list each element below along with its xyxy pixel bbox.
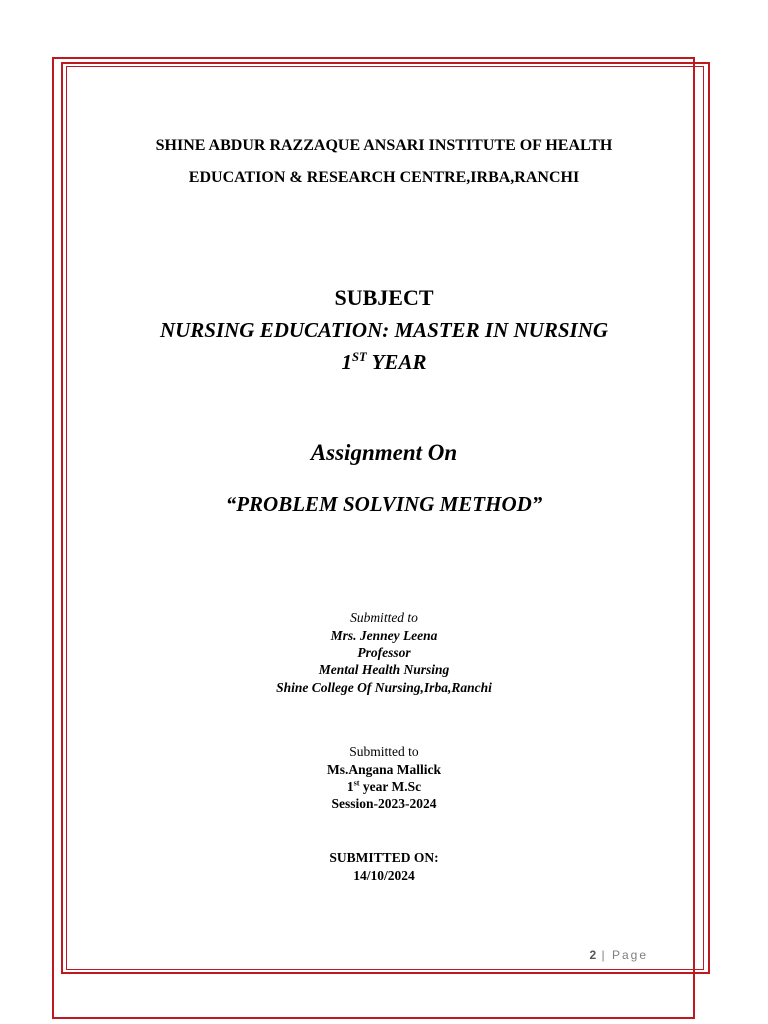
student-year-word: year M.Sc	[359, 779, 422, 794]
course-title: NURSING EDUCATION: MASTER IN NURSING	[159, 318, 609, 342]
course-year-number: 1	[341, 350, 353, 374]
student-year-suffix: st	[353, 778, 360, 788]
student-name: Ms.Angana Mallick	[326, 762, 441, 777]
teacher-designation: Professor	[357, 645, 411, 660]
inner-page-border	[66, 66, 704, 970]
assignment-label: Assignment On	[310, 440, 458, 465]
page-word: Page	[611, 948, 648, 962]
submitted-on-label: SUBMITTED ON:	[329, 850, 439, 865]
course-year	[0, 350, 768, 375]
teacher-college: Shine College Of Nursing,Irba,Ranchi	[276, 680, 492, 695]
submitted-to-label: Submitted to	[350, 610, 418, 625]
subject-heading: SUBJECT	[334, 285, 434, 310]
student-session: Session-2023-2024	[331, 796, 437, 811]
assignment-topic: “PROBLEM SOLVING METHOD”	[225, 492, 543, 516]
student-year	[0, 779, 768, 795]
institution-line-2: EDUCATION & RESEARCH CENTRE,IRBA,RANCHI	[188, 169, 580, 186]
course-year-suffix: ST	[352, 350, 367, 364]
page-separator: |	[596, 948, 612, 962]
student-year-number: 1	[346, 779, 354, 794]
submission-date: 14/10/2024	[353, 868, 415, 883]
course-year-word: YEAR	[366, 350, 427, 374]
teacher-name: Mrs. Jenney Leena	[330, 628, 438, 643]
submitted-by-label: Submitted to	[349, 744, 419, 759]
page-number: 2	[589, 948, 597, 962]
page-number-footer	[589, 948, 648, 962]
teacher-department: Mental Health Nursing	[318, 662, 450, 677]
institution-line-1: SHINE ABDUR RAZZAQUE ANSARI INSTITUTE OF HEALTH	[155, 137, 613, 154]
